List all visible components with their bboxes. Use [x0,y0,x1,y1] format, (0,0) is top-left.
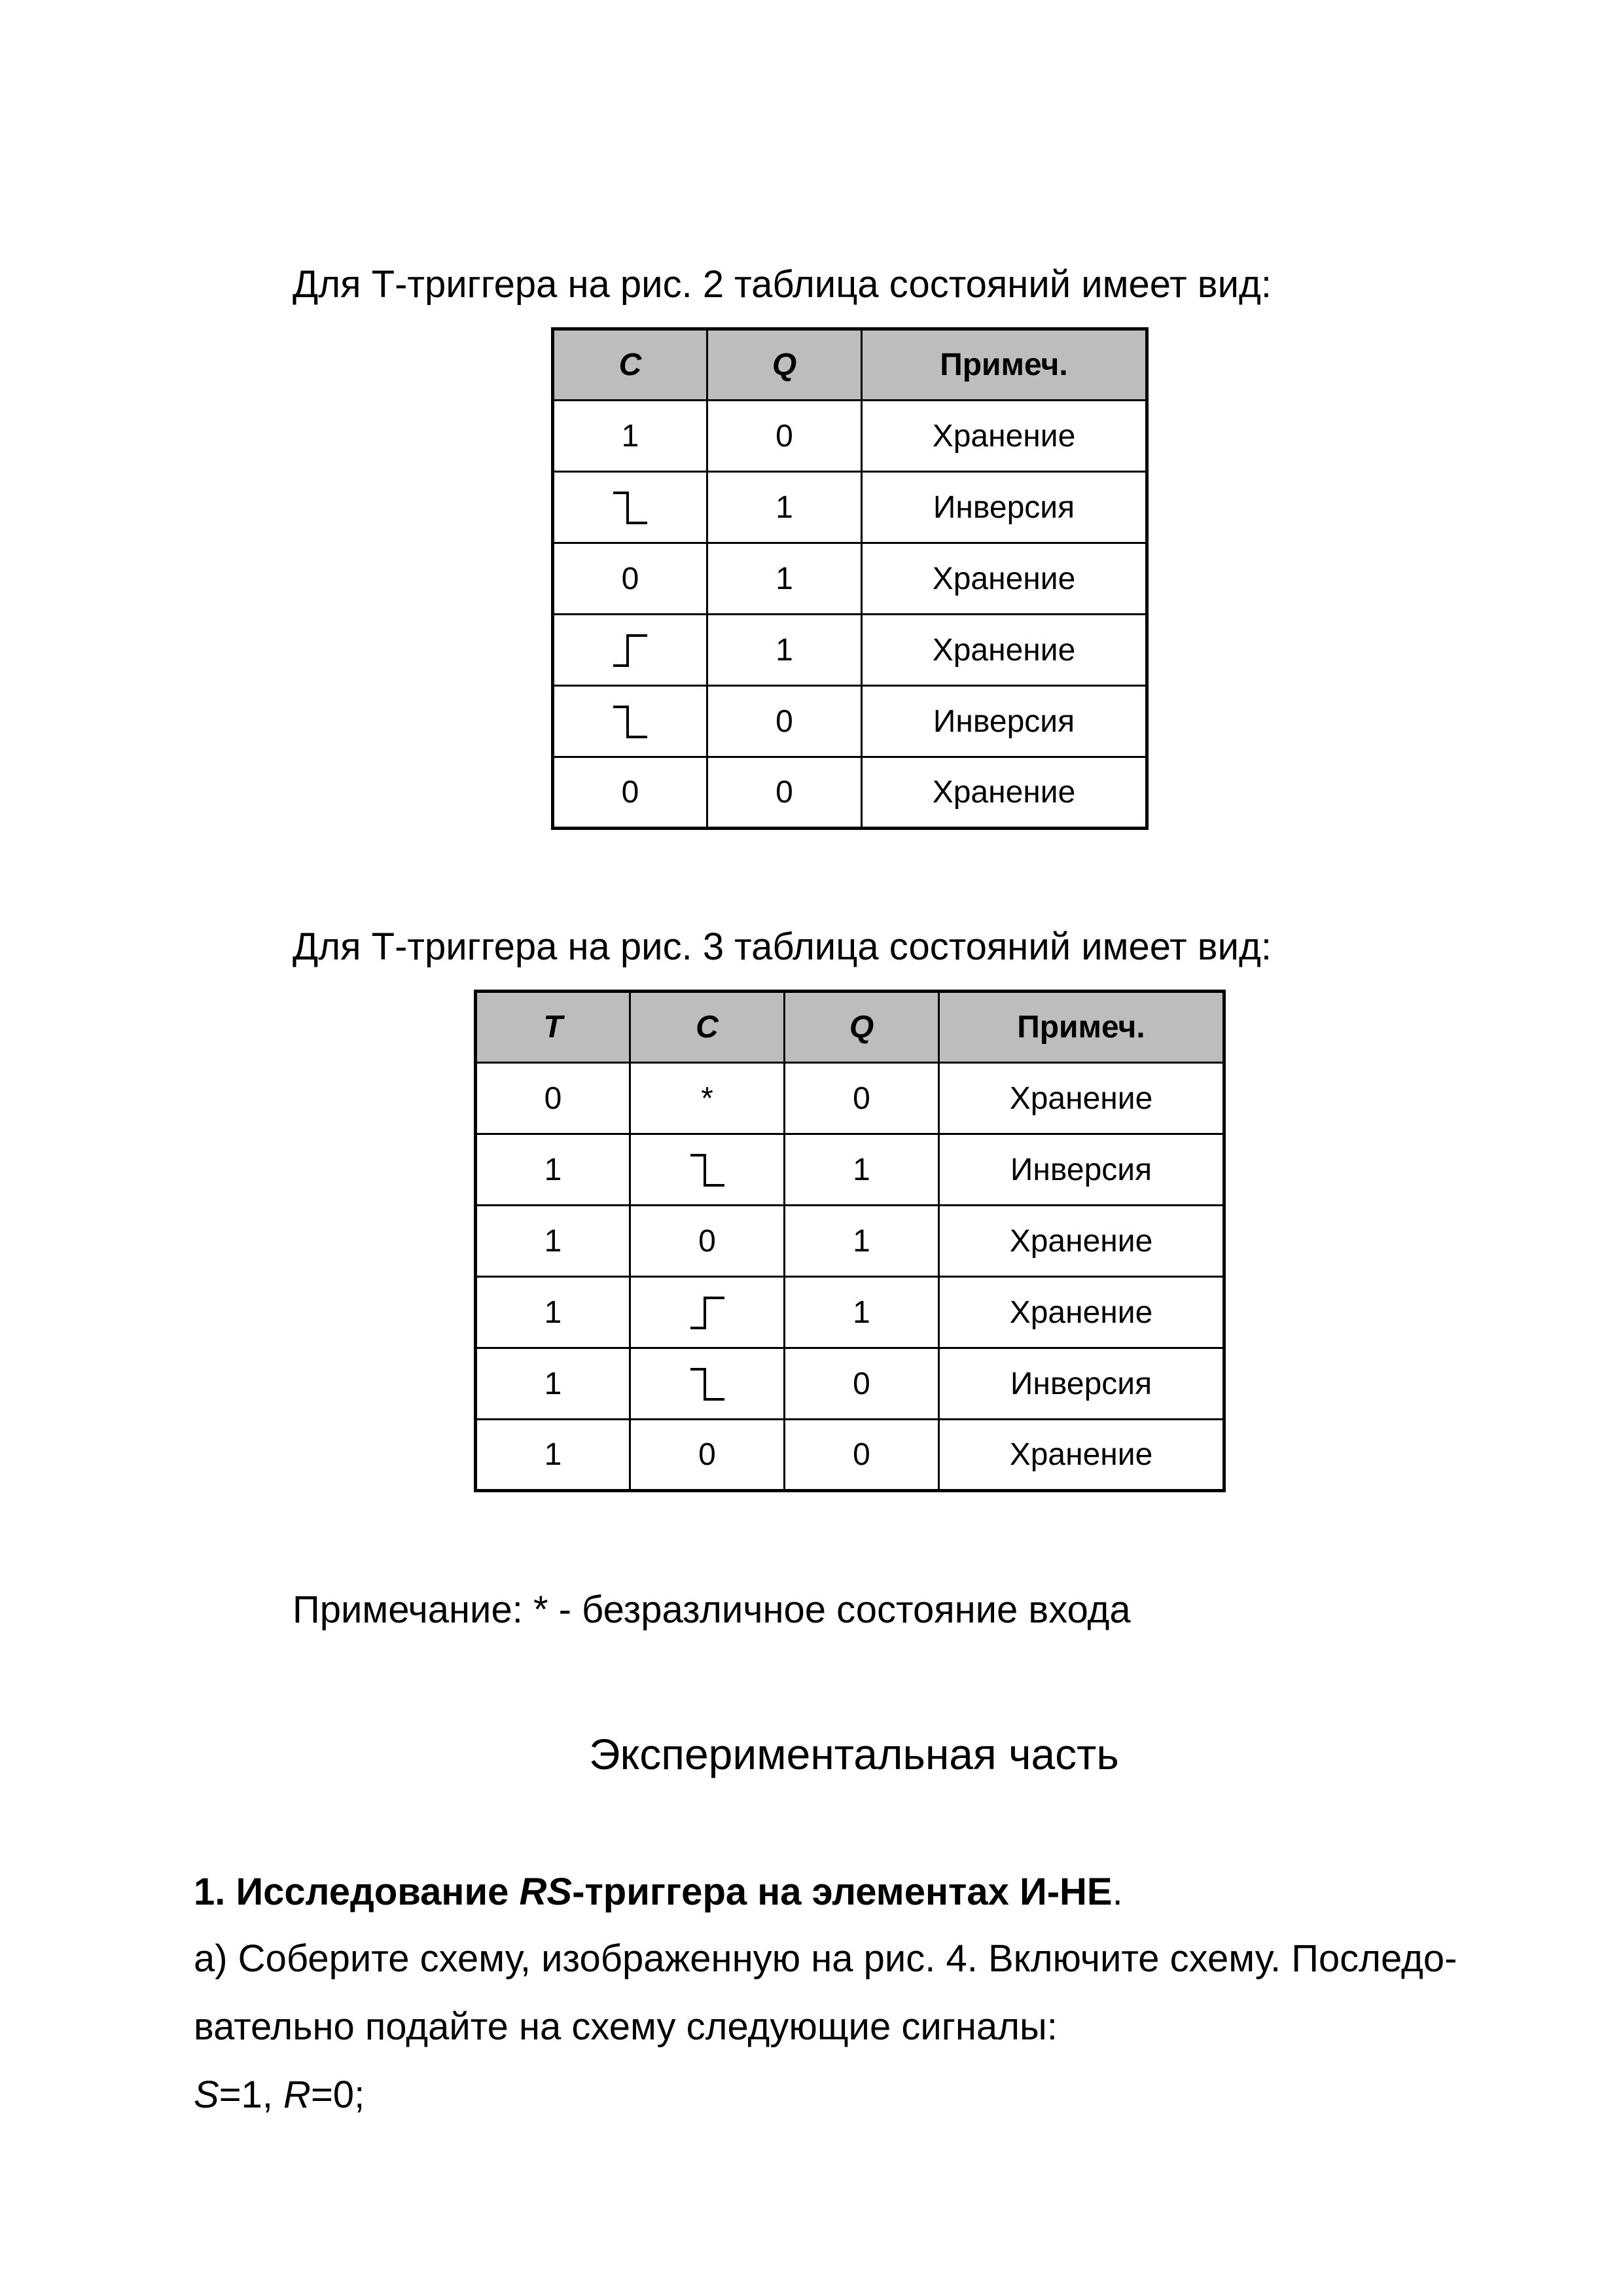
signal-s-value: =1, [219,2073,284,2116]
cell-note: Хранение [939,1420,1224,1491]
col-header-note: Примеч. [862,329,1147,401]
cell-c [553,615,707,686]
cell-note: Инверсия [939,1348,1224,1420]
cell-c: 0 [553,757,707,829]
cell-c [553,472,707,543]
cell-note: Хранение [862,401,1147,472]
cell-c [630,1348,785,1420]
signal-r-value: =0; [310,2073,365,2116]
cell-q: 1 [707,543,862,615]
table-row [553,543,1147,615]
cell-c [630,1134,785,1206]
cell-q: 0 [785,1063,939,1134]
falling-edge-icon [611,703,650,741]
col-header-note: Примеч. [939,992,1224,1063]
task1-rs: RS [519,1871,573,1913]
cell-c: 0 [630,1206,785,1277]
cell-note: Хранение [862,615,1147,686]
table-row [476,1420,1224,1491]
task1-para-line1: а) Соберите схему, изображенную на рис. 4. Включите схему. Последо- [194,1937,1457,1980]
cell-note: Инверсия [862,686,1147,757]
signal-r: R [283,2073,311,2116]
col-header-q: Q [707,329,862,401]
rising-edge-icon [688,1294,727,1332]
state-table-2 [474,990,1226,1492]
cell-t: 1 [476,1277,630,1348]
cell-t: 1 [476,1134,630,1206]
table-row [476,1277,1224,1348]
task1-title: -триггера на элементах И-НЕ [572,1871,1113,1913]
task1-para-line2: вательно подайте на схему следующие сигналы: [194,2005,1058,2048]
cell-q: 1 [707,472,862,543]
table-row [476,1134,1224,1206]
cell-q: 1 [707,615,862,686]
cell-q: 0 [707,686,862,757]
cell-t: 1 [476,1420,630,1491]
cell-q: 1 [785,1206,939,1277]
intro-table1: Для Т-триггера на рис. 2 таблица состояний имеет вид: [293,263,1272,306]
cell-note: Инверсия [939,1134,1224,1206]
task1-heading [194,1869,1123,1915]
cell-t: 1 [476,1206,630,1277]
cell-note: Хранение [862,543,1147,615]
state-table-1 [551,327,1149,830]
task1-period: . [1112,1871,1123,1913]
cell-c: * [630,1063,785,1134]
table-row [553,686,1147,757]
table-row [476,1063,1224,1134]
col-header-c: C [553,329,707,401]
falling-edge-icon [688,1365,727,1403]
cell-q: 0 [785,1420,939,1491]
cell-note: Хранение [939,1063,1224,1134]
rising-edge-icon [611,632,650,670]
cell-c [553,686,707,757]
col-header-t: T [476,992,630,1063]
table-row [553,615,1147,686]
col-header-c: C [630,992,785,1063]
section-title: Экспериментальная часть [589,1730,1119,1778]
task1-number: 1. Исследование [194,1871,520,1913]
cell-t: 1 [476,1348,630,1420]
cell-q: 0 [707,757,862,829]
cell-note: Инверсия [862,472,1147,543]
table-header-row [476,992,1224,1063]
cell-c: 1 [553,401,707,472]
falling-edge-icon [688,1151,727,1189]
table-row [476,1206,1224,1277]
cell-q: 1 [785,1134,939,1206]
table-row [553,757,1147,829]
cell-q: 0 [707,401,862,472]
intro-table2: Для Т-триггера на рис. 3 таблица состояний имеет вид: [293,925,1272,968]
col-header-q: Q [785,992,939,1063]
cell-note: Хранение [939,1277,1224,1348]
task1-signals [194,2072,365,2118]
cell-t: 0 [476,1063,630,1134]
cell-c: 0 [630,1420,785,1491]
cell-note: Хранение [939,1206,1224,1277]
table-row [553,472,1147,543]
table-header-row [553,329,1147,401]
signal-s: S [194,2073,219,2116]
falling-edge-icon [611,489,650,527]
cell-q: 1 [785,1277,939,1348]
cell-note: Хранение [862,757,1147,829]
table-row [476,1348,1224,1420]
cell-c: 0 [553,543,707,615]
cell-c [630,1277,785,1348]
table-row [553,401,1147,472]
cell-q: 0 [785,1348,939,1420]
table-note: Примечание: * - безразличное состояние входа [293,1588,1131,1631]
